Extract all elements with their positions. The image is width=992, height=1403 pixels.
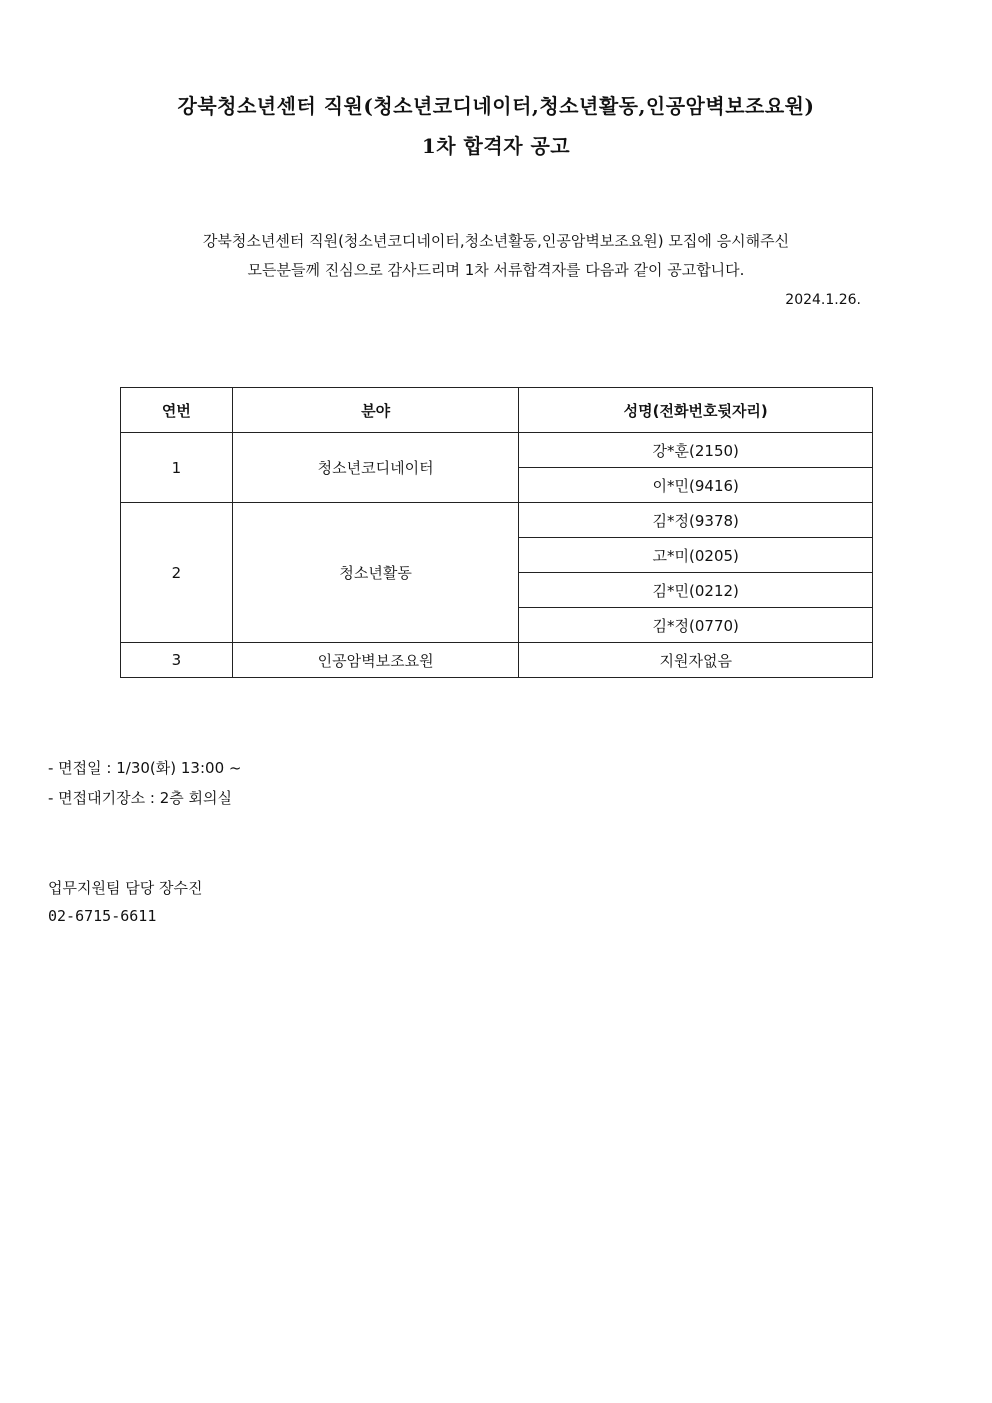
row-name: 김*정(0770): [519, 608, 873, 643]
row-name: 강*훈(2150): [519, 433, 873, 468]
row-field: 청소년코디네이터: [232, 433, 519, 503]
announcement-date: 2024.1.26.: [785, 292, 861, 308]
header-name: 성명(전화번호뒷자리): [519, 388, 873, 433]
row-name: 이*민(9416): [519, 468, 873, 503]
document-title-line1: 강북청소년센터 직원(청소년코디네이터,청소년활동,인공암벽보조요원): [177, 94, 815, 118]
results-table: [120, 387, 873, 678]
row-name: 김*정(9378): [519, 503, 873, 538]
header-field: 분야: [232, 388, 519, 433]
table-row: [121, 503, 873, 538]
interview-date: - 면접일 : 1/30(화) 13:00 ~: [48, 759, 242, 777]
intro-line2: 모든분들께 진심으로 감사드리며 1차 서류합격자를 다음과 같이 공고합니다.: [247, 261, 745, 279]
table-row: [121, 643, 873, 678]
row-field: 청소년활동: [232, 503, 519, 643]
row-field: 인공암벽보조요원: [232, 643, 519, 678]
contact-phone: 02-6715-6611: [48, 907, 157, 925]
contact-person: 업무지원팀 담당 장수진: [48, 879, 203, 897]
row-number: 1: [121, 433, 233, 503]
row-number: 3: [121, 643, 233, 678]
row-name: 김*민(0212): [519, 573, 873, 608]
row-name: 지원자없음: [519, 643, 873, 678]
table-row: [121, 433, 873, 468]
document-title-line2: 1차 합격자 공고: [421, 134, 571, 158]
table-header-row: [121, 388, 873, 433]
intro-line1: 강북청소년센터 직원(청소년코디네이터,청소년활동,인공암벽보조요원) 모집에 응시해주신: [202, 232, 790, 250]
header-number: 연번: [121, 388, 233, 433]
interview-place: - 면접대기장소 : 2층 회의실: [48, 789, 232, 807]
row-number: 2: [121, 503, 233, 643]
row-name: 고*미(0205): [519, 538, 873, 573]
